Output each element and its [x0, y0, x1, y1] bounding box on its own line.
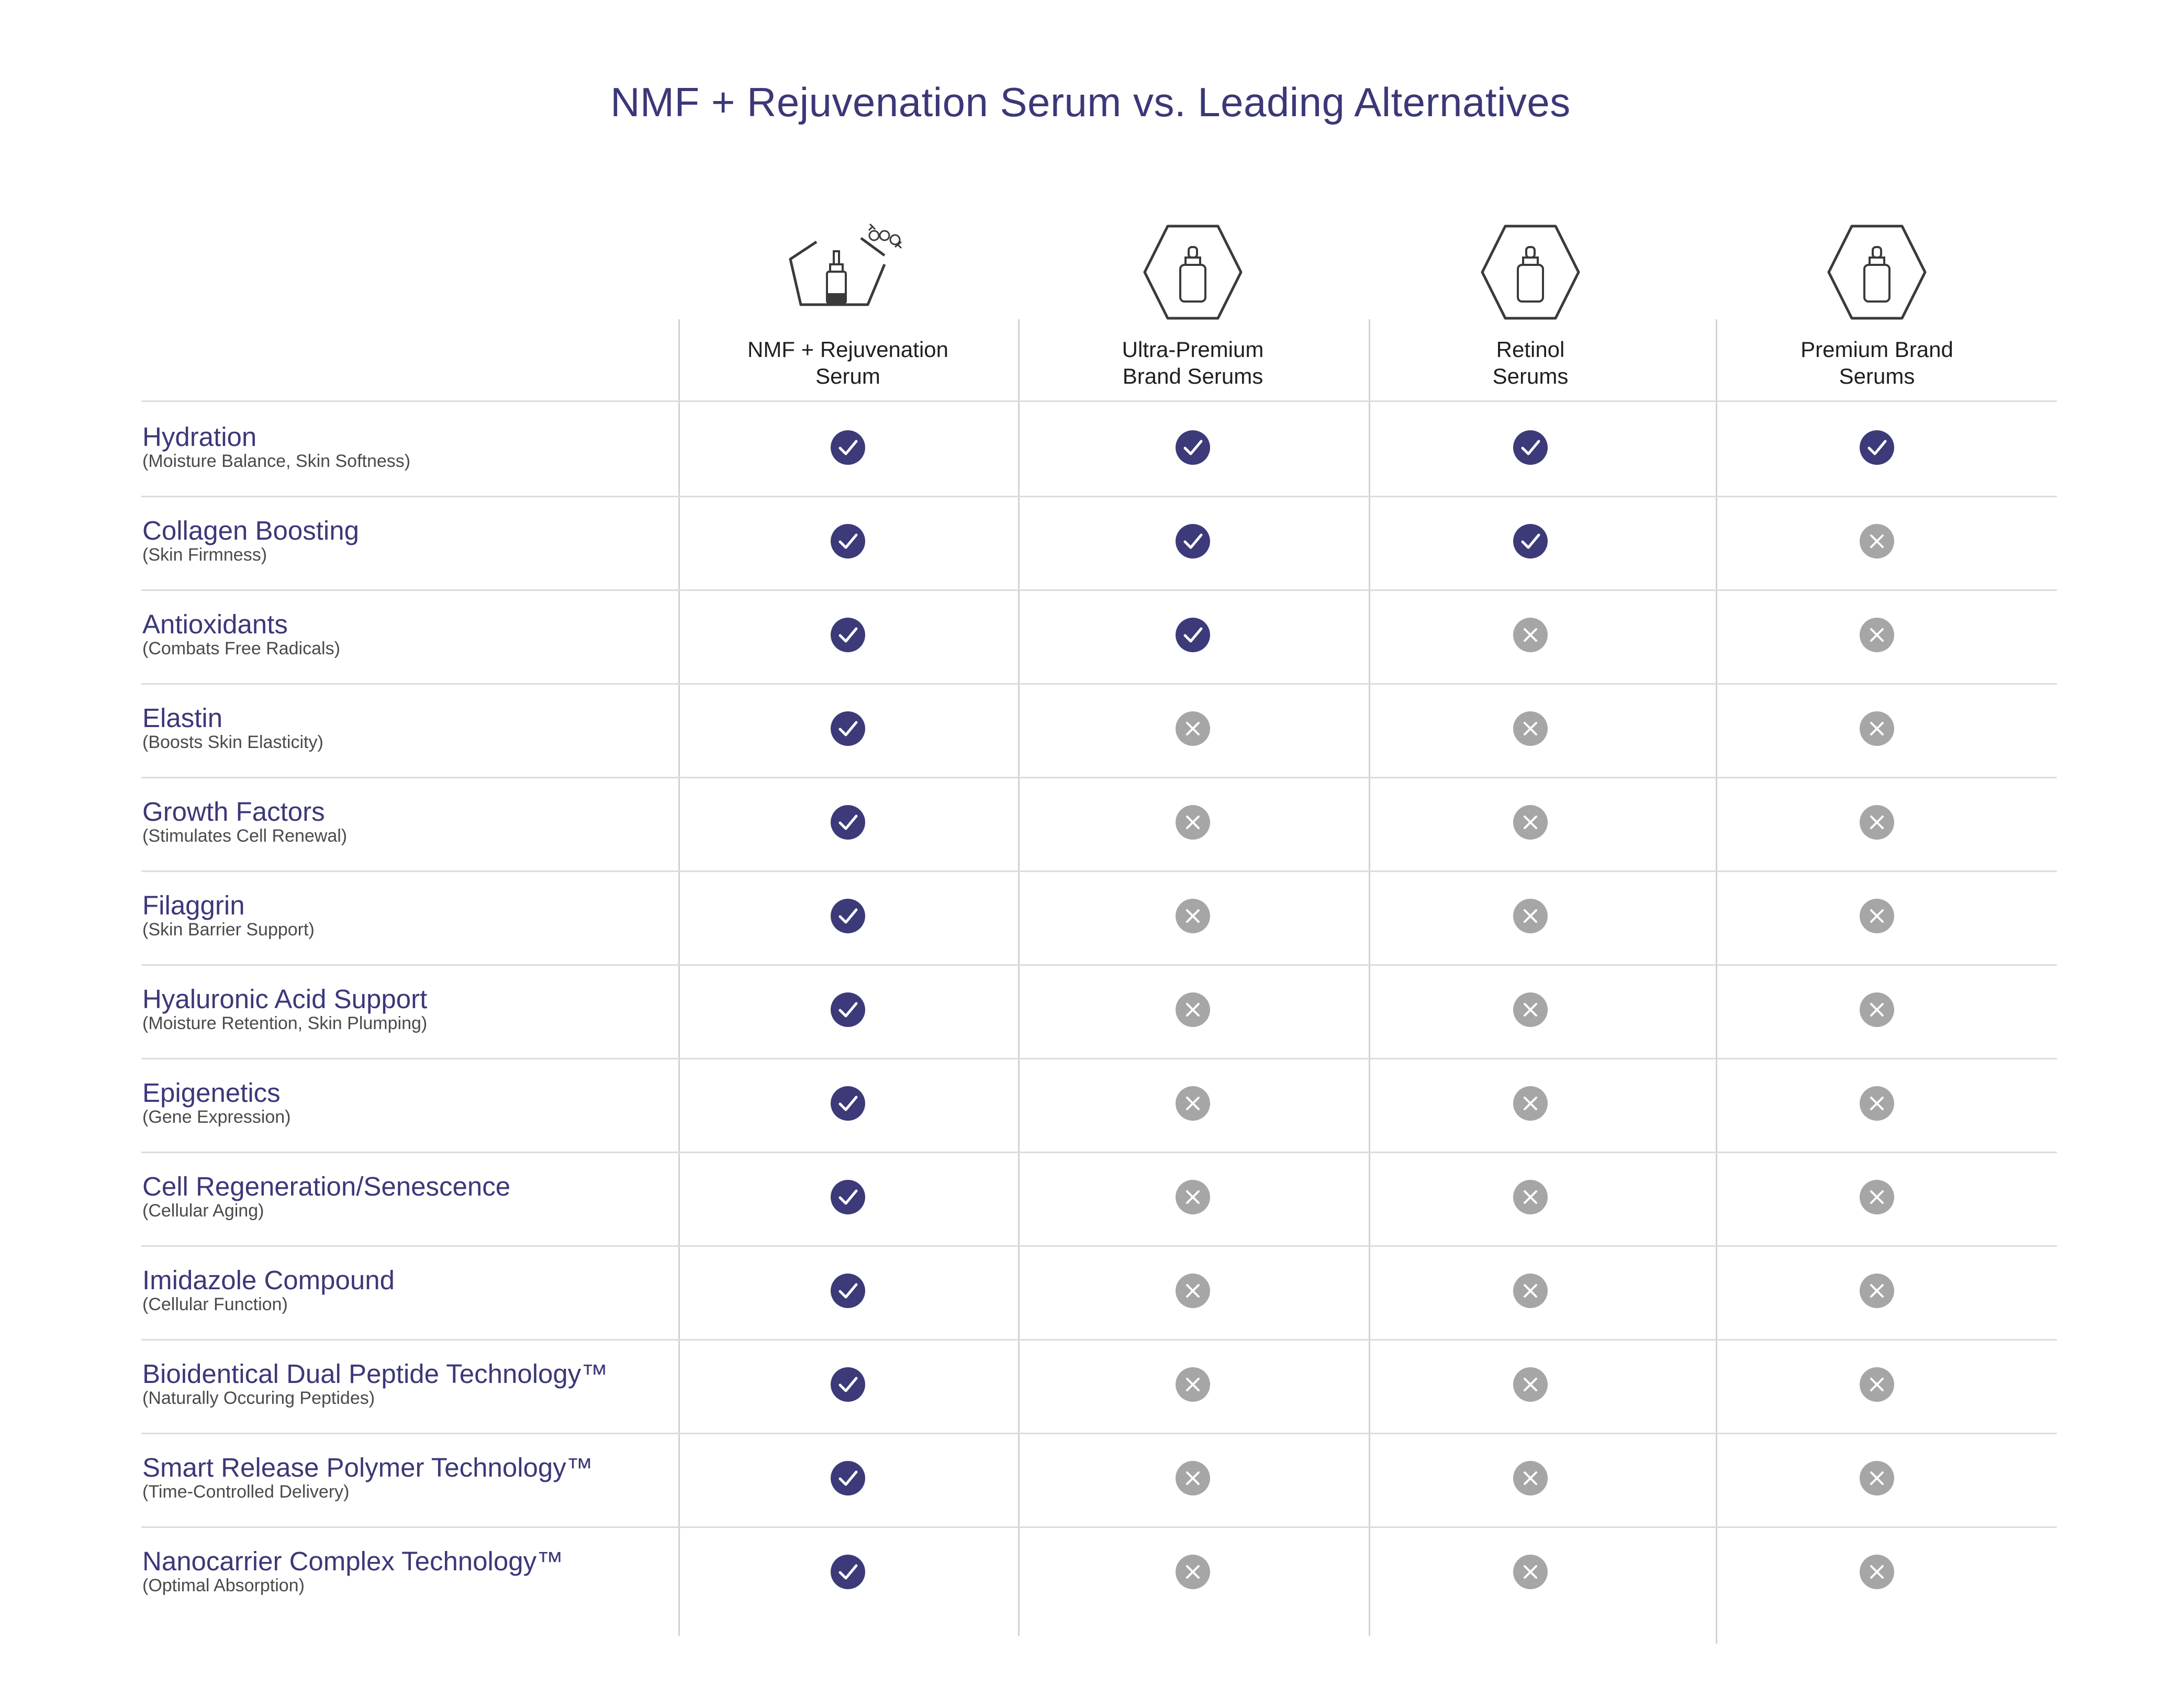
cross-icon [1859, 804, 1895, 841]
table-row [141, 964, 2057, 1058]
check-icon [830, 429, 866, 466]
feature-label [142, 1547, 563, 1595]
cross-icon [1175, 1460, 1211, 1497]
column-label: Premium Brand Serums [1800, 337, 1953, 388]
feature-label [142, 985, 427, 1033]
column-label: Retinol Serums [1492, 337, 1569, 388]
feature-description: (Gene Expression) [142, 1107, 291, 1127]
check-icon [830, 1460, 866, 1497]
feature-description: (Naturally Occuring Peptides) [142, 1388, 375, 1408]
cross-icon [1859, 1179, 1895, 1215]
feature-label [142, 1079, 290, 1127]
check-icon [830, 1366, 866, 1403]
cross-icon [1859, 1366, 1895, 1403]
check-icon [830, 804, 866, 841]
table-row [141, 402, 2057, 496]
feature-description: (Boosts Skin Elasticity) [142, 732, 323, 752]
table-row [141, 1245, 2057, 1339]
table-row [141, 1152, 2057, 1246]
feature-name: Nanocarrier Complex Technology™ [142, 1546, 564, 1576]
cross-icon [1175, 710, 1211, 747]
feature-description: (Skin Firmness) [142, 545, 267, 565]
feature-name: Growth Factors [142, 797, 325, 827]
cross-icon [1175, 1179, 1211, 1215]
column-label: NMF + Rejuvenation Serum [747, 337, 948, 388]
feature-name: Cell Regeneration/Senescence [142, 1171, 511, 1201]
column-label: Ultra-Premium Brand Serums [1122, 337, 1264, 388]
cross-icon [1859, 710, 1895, 747]
cross-icon [1512, 1272, 1549, 1309]
cross-icon [1859, 617, 1895, 653]
cross-icon [1512, 1179, 1549, 1215]
cross-icon [1512, 710, 1549, 747]
feature-name: Filaggrin [142, 890, 245, 920]
feature-name: Smart Release Polymer Technology™ [142, 1453, 593, 1482]
table-row [141, 777, 2057, 871]
check-icon [830, 1085, 866, 1122]
feature-label [142, 423, 410, 471]
check-icon [1175, 429, 1211, 466]
feature-label [142, 610, 340, 658]
cross-icon [1859, 1460, 1895, 1497]
feature-name: Hydration [142, 422, 257, 452]
table-row [141, 683, 2057, 777]
cross-icon [1175, 1554, 1211, 1590]
feature-label [142, 798, 347, 846]
cross-icon [1512, 804, 1549, 841]
feature-name: Elastin [142, 703, 223, 733]
cross-icon [1859, 991, 1895, 1028]
cross-icon [1512, 991, 1549, 1028]
feature-name: Hyaluronic Acid Support [142, 984, 428, 1014]
check-icon [830, 710, 866, 747]
column-header [1373, 199, 1687, 398]
table-row [141, 1058, 2057, 1152]
table-row [141, 1526, 2057, 1621]
table-row [141, 870, 2057, 965]
check-icon [830, 991, 866, 1028]
feature-name: Collagen Boosting [142, 516, 359, 545]
check-icon [1175, 523, 1211, 560]
feature-label [142, 1454, 593, 1502]
feature-label [142, 1266, 395, 1314]
serum-bottle-hexagon-icon [1125, 215, 1261, 332]
feature-description: (Cellular Aging) [142, 1201, 264, 1221]
feature-label [142, 891, 315, 940]
check-icon [830, 523, 866, 560]
feature-description: (Skin Barrier Support) [142, 920, 315, 940]
feature-description: (Time-Controlled Delivery) [142, 1482, 350, 1502]
check-icon [1859, 429, 1895, 466]
table-row [141, 1339, 2057, 1433]
cross-icon [1175, 1272, 1211, 1309]
feature-description: (Moisture Retention, Skin Plumping) [142, 1013, 428, 1033]
check-icon [830, 898, 866, 934]
check-icon [1512, 429, 1549, 466]
feature-label [142, 1360, 608, 1408]
cross-icon [1859, 523, 1895, 560]
cross-icon [1512, 617, 1549, 653]
feature-description: (Stimulates Cell Renewal) [142, 826, 348, 846]
serum-bottle-hexagon-icon [1809, 215, 1945, 332]
feature-description: (Cellular Function) [142, 1294, 288, 1314]
column-header [1036, 199, 1350, 398]
cross-icon [1175, 898, 1211, 934]
cross-icon [1512, 1366, 1549, 1403]
cross-icon [1512, 1460, 1549, 1497]
column-header [691, 199, 1005, 398]
cross-icon [1175, 804, 1211, 841]
feature-label [142, 1173, 510, 1221]
cross-icon [1512, 1554, 1549, 1590]
table-row [141, 589, 2057, 684]
feature-description: (Optimal Absorption) [142, 1576, 305, 1595]
serum-bottle-hexagon-icon [1462, 215, 1598, 332]
cross-icon [1175, 991, 1211, 1028]
feature-description: (Combats Free Radicals) [142, 639, 340, 658]
page-title: NMF + Rejuvenation Serum vs. Leading Alternatives [610, 79, 1571, 125]
serum-bottle-molecule-icon [780, 215, 916, 332]
feature-label [142, 517, 359, 565]
table-row [141, 496, 2057, 590]
check-icon [830, 617, 866, 653]
feature-label [142, 704, 323, 752]
cross-icon [1859, 1085, 1895, 1122]
cross-icon [1859, 898, 1895, 934]
cross-icon [1175, 1085, 1211, 1122]
cross-icon [1859, 1272, 1895, 1309]
cross-icon [1512, 1085, 1549, 1122]
check-icon [830, 1554, 866, 1590]
check-icon [1512, 523, 1549, 560]
feature-name: Bioidentical Dual Peptide Technology™ [142, 1359, 608, 1389]
feature-description: (Moisture Balance, Skin Softness) [142, 451, 411, 471]
cross-icon [1175, 1366, 1211, 1403]
table-row [141, 1433, 2057, 1527]
check-icon [1175, 617, 1211, 653]
feature-name: Imidazole Compound [142, 1265, 395, 1295]
cross-icon [1859, 1554, 1895, 1590]
check-icon [830, 1179, 866, 1215]
column-header [1720, 199, 2034, 398]
check-icon [830, 1272, 866, 1309]
cross-icon [1512, 898, 1549, 934]
feature-name: Epigenetics [142, 1078, 281, 1108]
feature-name: Antioxidants [142, 609, 288, 639]
